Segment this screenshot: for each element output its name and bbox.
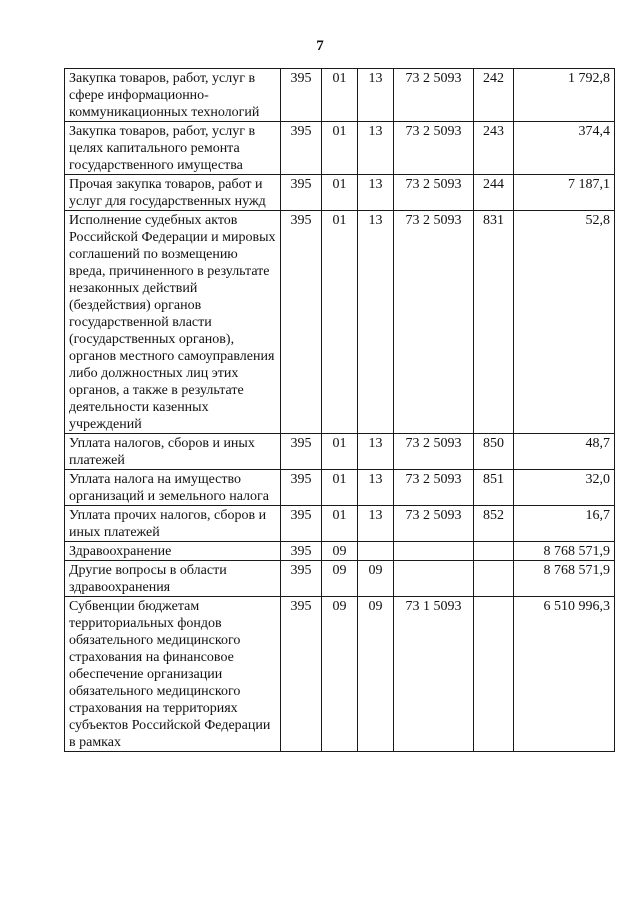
row-name: Другие вопросы в области здравоохранения bbox=[65, 561, 281, 597]
row-name: Уплата налогов, сборов и иных платежей bbox=[65, 434, 281, 470]
subsection-code: 13 bbox=[358, 122, 394, 175]
budget-table bbox=[64, 68, 615, 752]
table-row bbox=[65, 175, 615, 211]
amount: 6 510 996,3 bbox=[514, 597, 615, 752]
amount: 48,7 bbox=[514, 434, 615, 470]
amount: 32,0 bbox=[514, 470, 615, 506]
section-code: 01 bbox=[322, 470, 358, 506]
expense-type-code: 850 bbox=[474, 434, 514, 470]
row-name: Прочая закупка товаров, работ и услуг для государственных нужд bbox=[65, 175, 281, 211]
subsection-code bbox=[358, 542, 394, 561]
ministry-code: 395 bbox=[281, 211, 322, 434]
amount: 8 768 571,9 bbox=[514, 561, 615, 597]
target-article-code: 73 2 5093 bbox=[394, 175, 474, 211]
page-number: 7 bbox=[316, 38, 324, 54]
expense-type-code: 242 bbox=[474, 69, 514, 122]
row-name: Закупка товаров, работ, услуг в сфере информационно-коммуникационных технологий bbox=[65, 69, 281, 122]
target-article-code: 73 2 5093 bbox=[394, 506, 474, 542]
ministry-code: 395 bbox=[281, 542, 322, 561]
table-row bbox=[65, 561, 615, 597]
ministry-code: 395 bbox=[281, 434, 322, 470]
row-name: Субвенции бюджетам территориальных фондов обязательного медицинского страхования на финансовое обеспечение организации обязательного медицинского страхования на территориях субъектов Российской Федерации в рамках bbox=[65, 597, 281, 752]
row-name: Уплата налога на имущество организаций и земельного налога bbox=[65, 470, 281, 506]
ministry-code: 395 bbox=[281, 175, 322, 211]
row-name: Здравоохранение bbox=[65, 542, 281, 561]
expense-type-code: 852 bbox=[474, 506, 514, 542]
subsection-code: 13 bbox=[358, 434, 394, 470]
expense-type-code bbox=[474, 597, 514, 752]
subsection-code: 13 bbox=[358, 175, 394, 211]
amount: 16,7 bbox=[514, 506, 615, 542]
target-article-code: 73 2 5093 bbox=[394, 470, 474, 506]
ministry-code: 395 bbox=[281, 69, 322, 122]
table-row bbox=[65, 542, 615, 561]
ministry-code: 395 bbox=[281, 506, 322, 542]
expense-type-code: 831 bbox=[474, 211, 514, 434]
section-code: 01 bbox=[322, 434, 358, 470]
row-name: Исполнение судебных актов Российской Федерации и мировых соглашений по возмещению вреда, причиненного в результате незаконных действий (бездействия) органов государственной власти (государственных органов), органов местного самоуправления либо должностных лиц этих органов, а также в результате деятельности казенных учреждений bbox=[65, 211, 281, 434]
table-row bbox=[65, 470, 615, 506]
target-article-code bbox=[394, 542, 474, 561]
ministry-code: 395 bbox=[281, 122, 322, 175]
target-article-code bbox=[394, 561, 474, 597]
table-row bbox=[65, 122, 615, 175]
section-code: 09 bbox=[322, 597, 358, 752]
section-code: 09 bbox=[322, 542, 358, 561]
amount: 52,8 bbox=[514, 211, 615, 434]
table-row bbox=[65, 506, 615, 542]
table-row bbox=[65, 69, 615, 122]
target-article-code: 73 2 5093 bbox=[394, 211, 474, 434]
subsection-code: 13 bbox=[358, 470, 394, 506]
section-code: 01 bbox=[322, 69, 358, 122]
table-row bbox=[65, 597, 615, 752]
ministry-code: 395 bbox=[281, 561, 322, 597]
ministry-code: 395 bbox=[281, 470, 322, 506]
expense-type-code bbox=[474, 561, 514, 597]
subsection-code: 13 bbox=[358, 211, 394, 434]
subsection-code: 13 bbox=[358, 506, 394, 542]
row-name: Закупка товаров, работ, услуг в целях капитального ремонта государственного имущества bbox=[65, 122, 281, 175]
expense-type-code: 244 bbox=[474, 175, 514, 211]
section-code: 01 bbox=[322, 122, 358, 175]
row-name: Уплата прочих налогов, сборов и иных платежей bbox=[65, 506, 281, 542]
section-code: 01 bbox=[322, 211, 358, 434]
amount: 7 187,1 bbox=[514, 175, 615, 211]
subsection-code: 09 bbox=[358, 561, 394, 597]
ministry-code: 395 bbox=[281, 597, 322, 752]
expense-type-code: 851 bbox=[474, 470, 514, 506]
section-code: 09 bbox=[322, 561, 358, 597]
amount: 374,4 bbox=[514, 122, 615, 175]
section-code: 01 bbox=[322, 506, 358, 542]
amount: 1 792,8 bbox=[514, 69, 615, 122]
target-article-code: 73 2 5093 bbox=[394, 434, 474, 470]
subsection-code: 09 bbox=[358, 597, 394, 752]
table-row bbox=[65, 434, 615, 470]
amount: 8 768 571,9 bbox=[514, 542, 615, 561]
target-article-code: 73 1 5093 bbox=[394, 597, 474, 752]
section-code: 01 bbox=[322, 175, 358, 211]
table-row bbox=[65, 211, 615, 434]
expense-type-code: 243 bbox=[474, 122, 514, 175]
expense-type-code bbox=[474, 542, 514, 561]
subsection-code: 13 bbox=[358, 69, 394, 122]
target-article-code: 73 2 5093 bbox=[394, 69, 474, 122]
target-article-code: 73 2 5093 bbox=[394, 122, 474, 175]
